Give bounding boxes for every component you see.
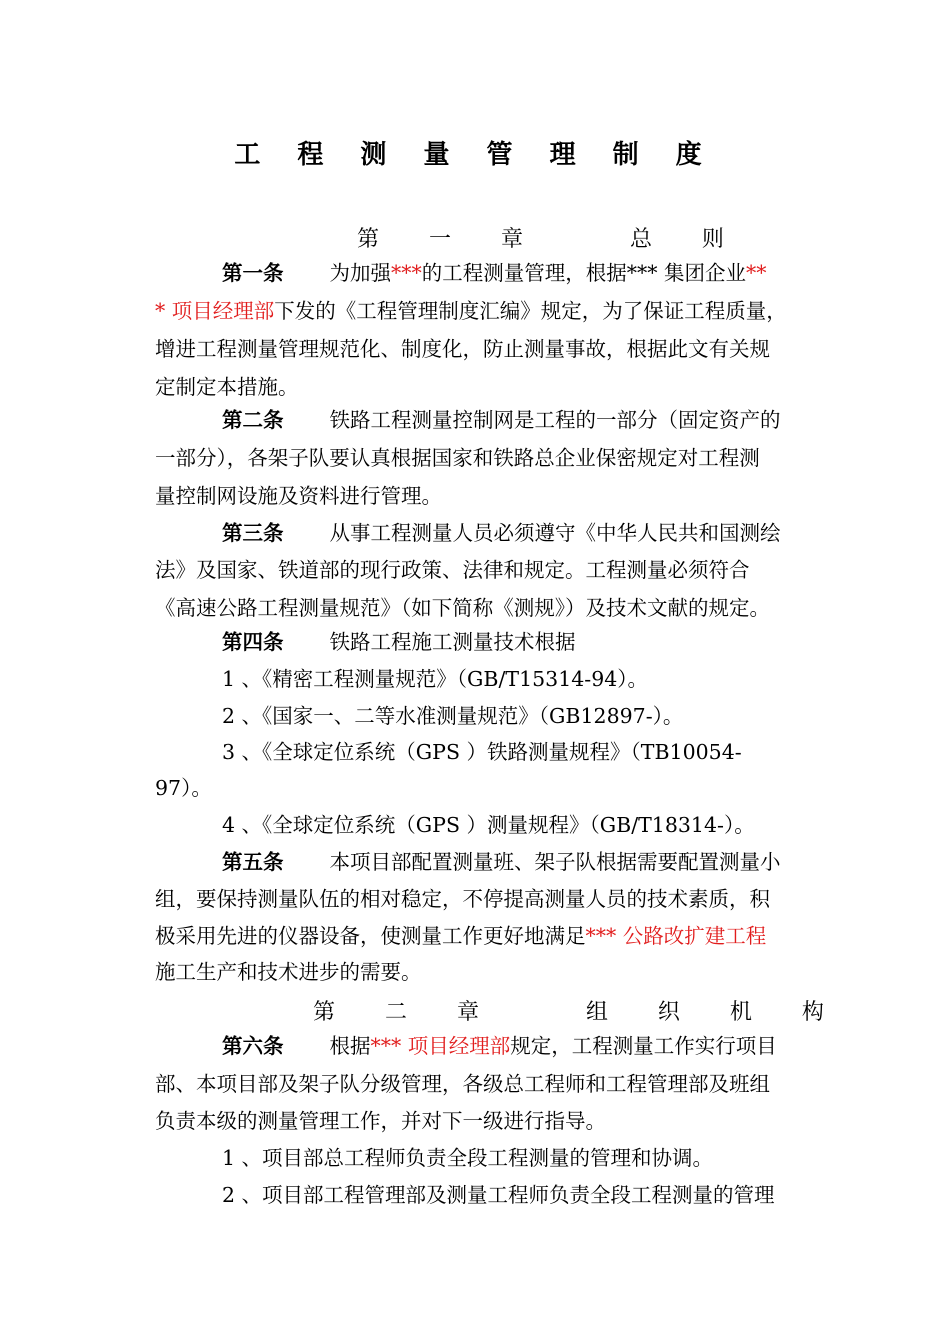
article-6-line-3: 负责本级的测量管理工作，并对下一级进行指导。 [155, 1109, 606, 1133]
article-4-item-3-cont: 97）。 [155, 776, 212, 800]
article-3-line-2: 法》及国家、铁道部的现行政策、法律和规定。工程测量必须符合 [155, 558, 750, 582]
article-6-line-2: 部、本项目部及架子队分级管理，各级总工程师和工程管理部及班组 [155, 1072, 770, 1096]
article-3-label: 第三条 [222, 521, 284, 545]
article-1-line-3: 增进工程测量管理规范化、制度化，防止测量事故，根据此文有关规 [155, 337, 770, 361]
article-1-line-1: 第一条 为加强***的工程测量管理，根据*** 集团企业** [222, 261, 767, 285]
article-2-line-2: 一部分），各架子队要认真根据国家和铁路总企业保密规定对工程测 [155, 446, 760, 470]
chapter-1-heading: 第 一 章 总 则 [357, 227, 736, 252]
article-2-line-3: 量控制网设施及资料进行管理。 [155, 484, 442, 508]
article-4-line-1: 第四条 铁路工程施工测量技术根据 [222, 630, 576, 654]
article-1-label: 第一条 [222, 261, 284, 285]
article-3-line-1: 第三条 从事工程测量人员必须遵守《中华人民共和国测绘 [222, 521, 781, 545]
article-6-label: 第六条 [222, 1034, 284, 1058]
article-5-line-1: 第五条 本项目部配置测量班、架子队根据需要配置测量小 [222, 850, 781, 874]
article-4-item-4: 4 、《全球定位系统（GPS ）测量规程》（GB/T18314-）。 [222, 813, 755, 837]
page-title: 工 程 测 量 管 理 制 度 [234, 140, 716, 170]
article-4-item-1: 1 、《精密工程测量规范》（GB/T15314-94）。 [222, 667, 649, 691]
chapter-2-heading: 第 二 章 组 织 机 构 [313, 1000, 836, 1025]
article-5-line-3: 极采用先进的仪器设备，使测量工作更好地满足*** 公路改扩建工程 [155, 924, 767, 948]
article-4-item-3: 3 、《全球定位系统（GPS ）铁路测量规程》（TB10054- [222, 740, 742, 764]
article-5-line-4: 施工生产和技术进步的需要。 [155, 960, 422, 984]
article-1-line-4: 定制定本措施。 [155, 375, 299, 399]
article-2-label: 第二条 [222, 408, 284, 432]
article-4-label: 第四条 [222, 630, 284, 654]
article-6-item-2: 2 、项目部工程管理部及测量工程师负责全段工程测量的管理 [222, 1183, 775, 1207]
article-4-item-2: 2 、《国家一、二等水准测量规范》（GB12897-）。 [222, 704, 684, 728]
article-5-line-2: 组，要保持测量队伍的相对稳定，不停提高测量人员的技术素质，积 [155, 887, 770, 911]
article-1-line-2: * 项目经理部下发的《工程管理制度汇编》规定，为了保证工程质量， [155, 299, 787, 323]
article-6-line-1: 第六条 根据*** 项目经理部规定，工程测量工作实行项目 [222, 1034, 777, 1058]
article-5-label: 第五条 [222, 850, 284, 874]
article-6-item-1: 1 、项目部总工程师负责全段工程测量的管理和协调。 [222, 1146, 714, 1170]
article-2-line-1: 第二条 铁路工程测量控制网是工程的一部分（固定资产的 [222, 408, 781, 432]
article-3-line-3: 《高速公路工程测量规范》（如下简称《测规》）及技术文献的规定。 [155, 596, 770, 620]
